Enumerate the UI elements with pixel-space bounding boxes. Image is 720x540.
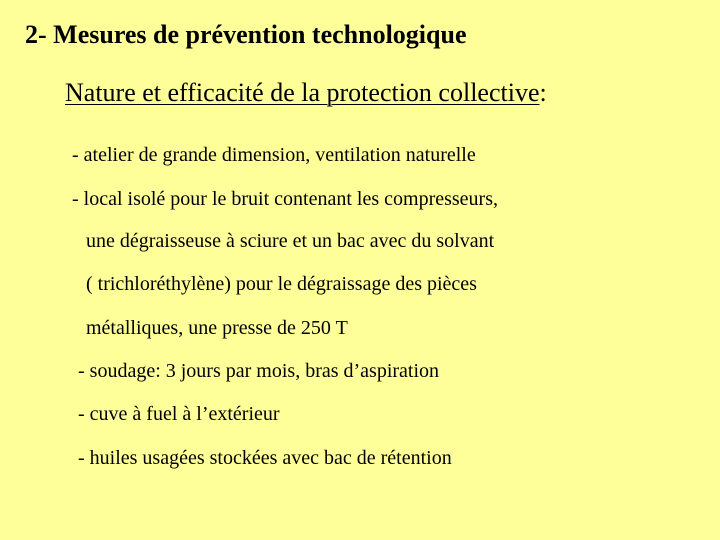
- list-item-continuation: une dégraisseuse à sciure et un bac avec du solvant: [86, 230, 495, 252]
- list-item-continuation: métalliques, une presse de 250 T: [86, 317, 348, 339]
- subtitle-colon: :: [539, 78, 547, 107]
- list-item: - local isolé pour le bruit contenant les compresseurs,: [72, 188, 498, 210]
- section-subtitle: [65, 78, 547, 108]
- list-item: - cuve à fuel à l’extérieur: [78, 403, 280, 425]
- subtitle-underlined-text: Nature et efficacité de la protection collective: [65, 78, 540, 107]
- list-item: - atelier de grande dimension, ventilation naturelle: [72, 144, 476, 166]
- list-item: - soudage: 3 jours par mois, bras d’aspiration: [78, 360, 440, 382]
- slide-title: 2- Mesures de prévention technologique: [25, 20, 467, 49]
- list-item: - huiles usagées stockées avec bac de rétention: [78, 447, 452, 469]
- list-item-continuation: ( trichloréthylène) pour le dégraissage des pièces: [86, 273, 477, 295]
